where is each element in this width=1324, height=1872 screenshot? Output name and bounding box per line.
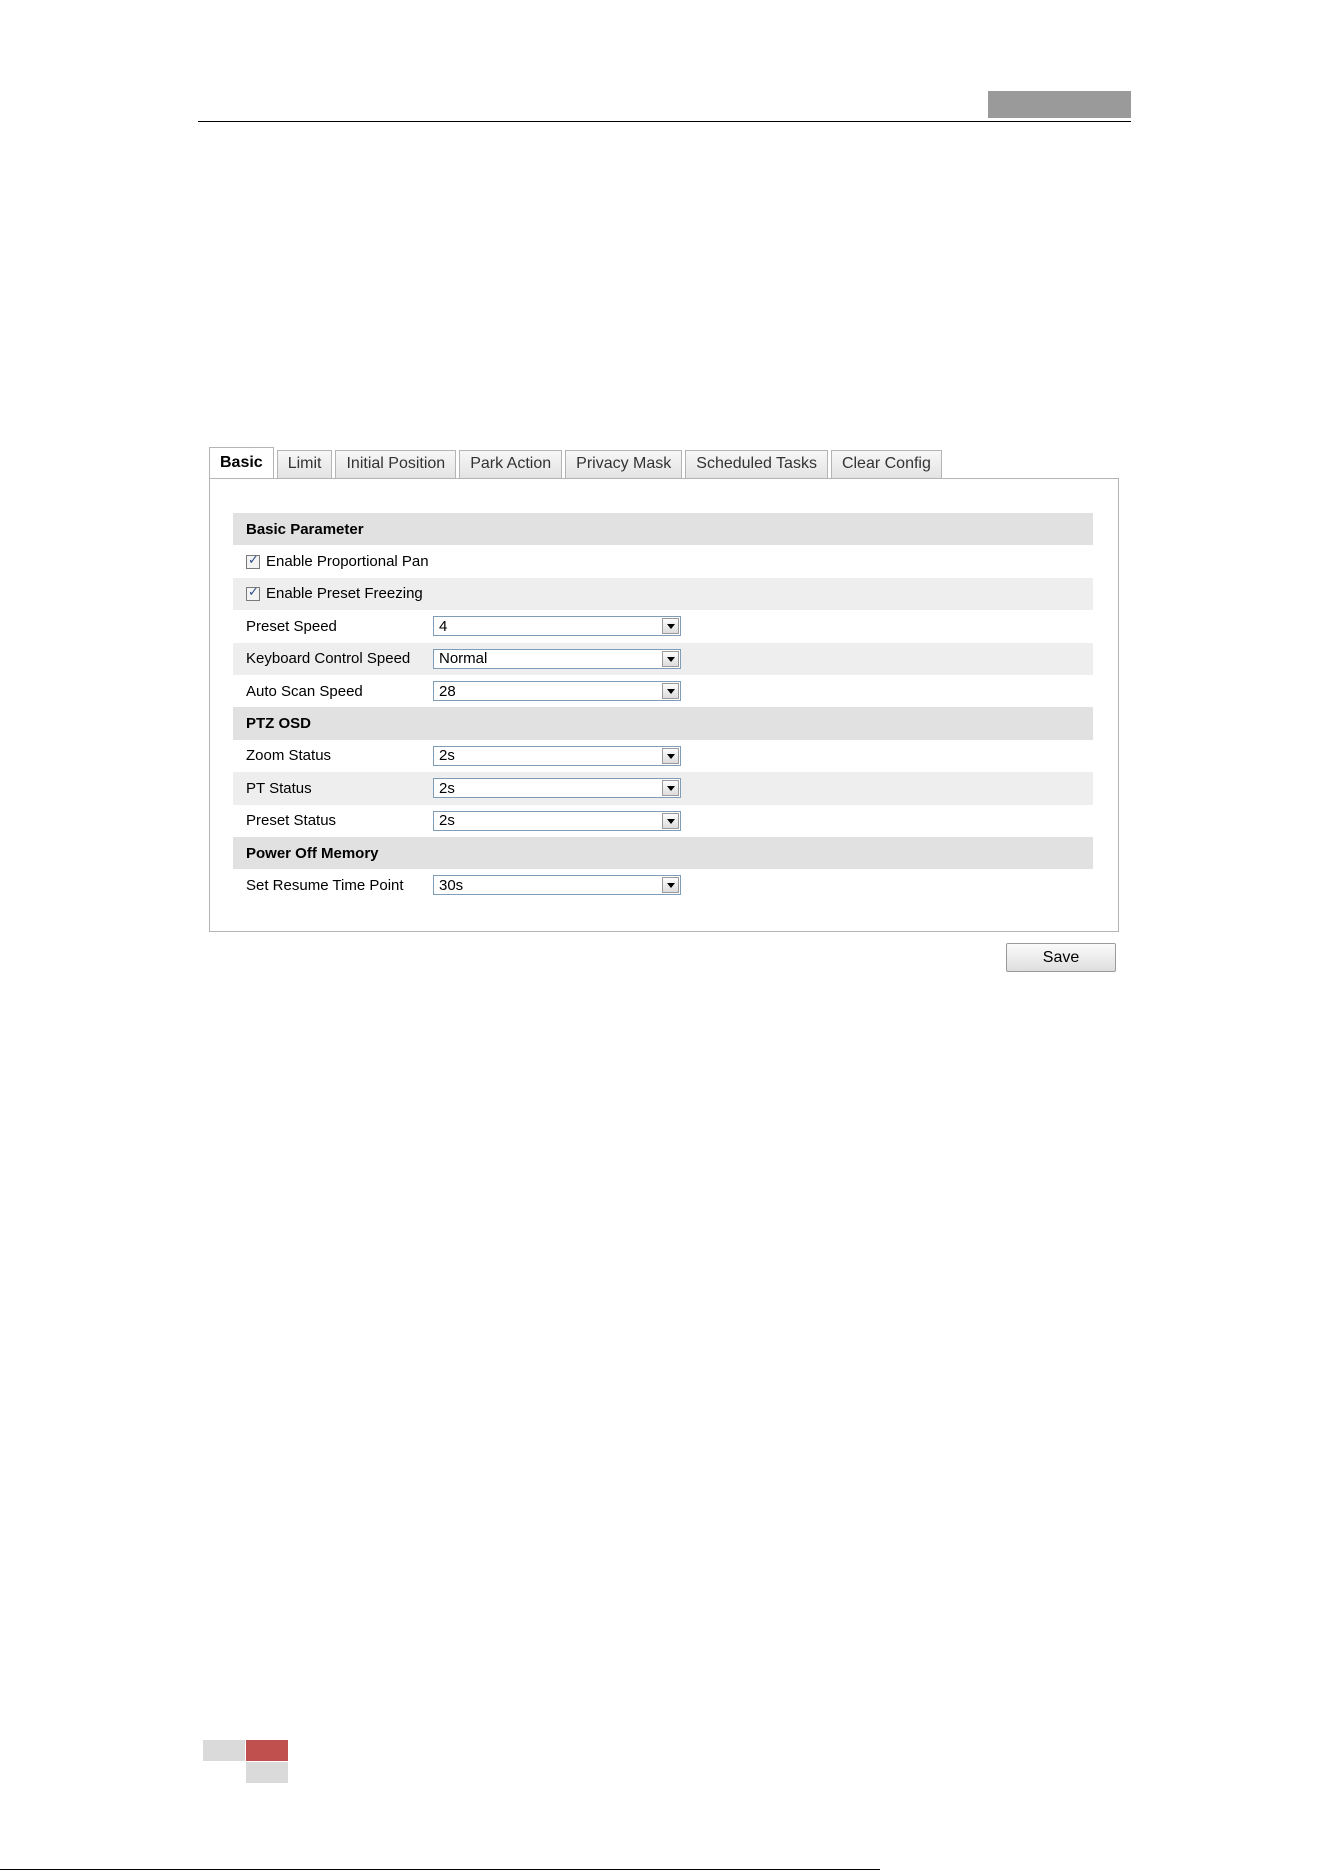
row-preset-speed bbox=[233, 610, 1093, 642]
field-label: Keyboard Control Speed bbox=[246, 650, 411, 668]
select-value: 4 bbox=[439, 617, 448, 635]
tab-limit[interactable]: Limit bbox=[277, 450, 333, 478]
section-title: PTZ OSD bbox=[246, 715, 312, 733]
tab-privacy-mask[interactable]: Privacy Mask bbox=[565, 450, 682, 478]
section-ptz-osd bbox=[233, 707, 1093, 739]
save-button[interactable]: Save bbox=[1006, 943, 1116, 972]
row-keyboard-control-speed bbox=[233, 643, 1093, 675]
chevron-down-icon[interactable] bbox=[662, 813, 679, 829]
header-decoration-block bbox=[988, 91, 1131, 118]
section-power-off-memory bbox=[233, 837, 1093, 869]
select-value: 2s bbox=[439, 812, 455, 830]
row-auto-scan-speed bbox=[233, 675, 1093, 707]
chevron-down-icon[interactable] bbox=[662, 618, 679, 634]
set-resume-time-point-select[interactable] bbox=[433, 875, 681, 895]
settings-rows bbox=[233, 513, 1093, 902]
tab-park-action[interactable]: Park Action bbox=[459, 450, 562, 478]
field-label: Zoom Status bbox=[246, 747, 332, 765]
select-value: 2s bbox=[439, 779, 455, 797]
section-title: Power Off Memory bbox=[246, 844, 379, 862]
tab-scheduled-tasks[interactable]: Scheduled Tasks bbox=[685, 450, 828, 478]
preset-freezing-checkbox[interactable] bbox=[246, 587, 260, 601]
field-label: Set Resume Time Point bbox=[246, 876, 404, 894]
chevron-down-icon[interactable] bbox=[662, 877, 679, 893]
settings-panel bbox=[209, 478, 1119, 932]
field-label: PT Status bbox=[246, 779, 312, 797]
section-title: Basic Parameter bbox=[246, 520, 364, 538]
field-label: Preset Speed bbox=[246, 617, 337, 635]
footer-accent-block bbox=[246, 1740, 288, 1761]
auto-scan-speed-select[interactable] bbox=[433, 681, 681, 701]
footer-decoration-block bbox=[203, 1740, 245, 1761]
checkbox-label: Enable Proportional Pan bbox=[266, 553, 429, 571]
chevron-down-icon[interactable] bbox=[662, 748, 679, 764]
preset-status-select[interactable] bbox=[433, 811, 681, 831]
row-pt-status bbox=[233, 772, 1093, 804]
select-value: 2s bbox=[439, 747, 455, 765]
keyboard-control-speed-select[interactable] bbox=[433, 649, 681, 669]
field-label: Preset Status bbox=[246, 812, 337, 830]
tab-bar bbox=[209, 448, 945, 478]
chevron-down-icon[interactable] bbox=[662, 683, 679, 699]
zoom-status-select[interactable] bbox=[433, 746, 681, 766]
preset-speed-select[interactable] bbox=[433, 616, 681, 636]
row-proportional-pan bbox=[233, 545, 1093, 577]
tab-initial-position[interactable]: Initial Position bbox=[335, 450, 456, 478]
select-value: 30s bbox=[439, 876, 464, 894]
section-basic-parameter bbox=[233, 513, 1093, 545]
footer-rule bbox=[0, 1869, 880, 1870]
chevron-down-icon[interactable] bbox=[662, 651, 679, 667]
footer-decoration-block bbox=[246, 1762, 288, 1783]
chevron-down-icon[interactable] bbox=[662, 780, 679, 796]
header-rule bbox=[198, 121, 1131, 122]
row-preset-status bbox=[233, 805, 1093, 837]
pt-status-select[interactable] bbox=[433, 778, 681, 798]
select-value: Normal bbox=[439, 650, 488, 668]
row-zoom-status bbox=[233, 740, 1093, 772]
checkbox-label: Enable Preset Freezing bbox=[266, 585, 423, 603]
tab-basic[interactable]: Basic bbox=[209, 447, 274, 478]
tab-clear-config[interactable]: Clear Config bbox=[831, 450, 942, 478]
proportional-pan-checkbox[interactable] bbox=[246, 555, 260, 569]
row-preset-freezing bbox=[233, 578, 1093, 610]
row-set-resume-time-point bbox=[233, 869, 1093, 901]
select-value: 28 bbox=[439, 682, 456, 700]
field-label: Auto Scan Speed bbox=[246, 682, 363, 700]
